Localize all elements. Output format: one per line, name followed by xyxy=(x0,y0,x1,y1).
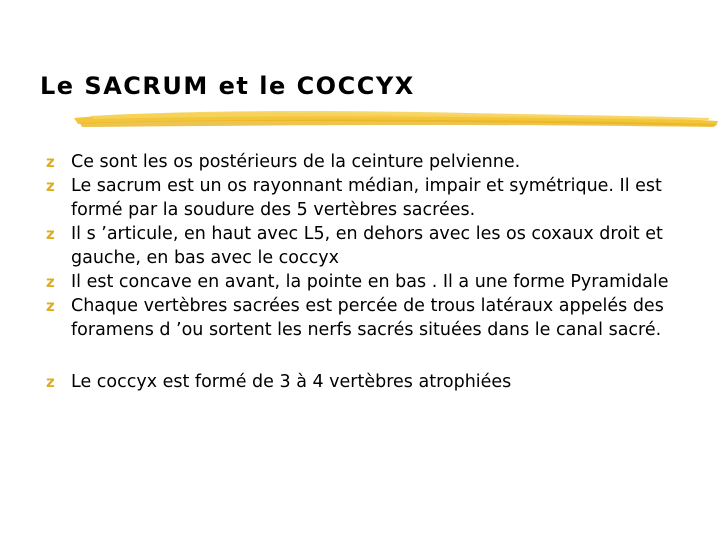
bullet-text: Ce sont les os postérieurs de la ceinture pelvienne. xyxy=(71,152,521,172)
z-glyph-icon: z xyxy=(46,297,55,315)
z-glyph-icon: z xyxy=(46,153,55,171)
bullet-item xyxy=(46,294,706,342)
z-glyph-icon: z xyxy=(46,225,55,243)
slide-title: Le SACRUM et le COCCYX xyxy=(40,72,415,100)
title-underline-brush-stroke xyxy=(70,104,720,130)
bullet-text: Le sacrum est un os rayonnant médian, impair et symétrique. Il est formé par la soudure des 5 vertèbres sacrées. xyxy=(71,176,662,220)
bullet-item xyxy=(46,270,706,294)
bullet-text: Il est concave en avant, la pointe en bas . Il a une forme Pyramidale xyxy=(71,272,669,292)
bullet-text: Le coccyx est formé de 3 à 4 vertèbres atrophiées xyxy=(71,372,512,392)
z-glyph-icon: z xyxy=(46,177,55,195)
bullet-item xyxy=(46,174,706,222)
bullet-list xyxy=(46,150,706,394)
bullet-item xyxy=(46,370,706,394)
bullet-item xyxy=(46,222,706,270)
bullet-text: Chaque vertèbres sacrées est percée de trous latéraux appelés des foramens d ’ou sortent les nerfs sacrés situées dans le canal sacré. xyxy=(71,296,664,340)
z-glyph-icon: z xyxy=(46,373,55,391)
bullet-text: Il s ’articule, en haut avec L5, en dehors avec les os coxaux droit et gauche, en bas avec le coccyx xyxy=(71,224,663,268)
z-glyph-icon: z xyxy=(46,273,55,291)
bullet-item xyxy=(46,150,706,174)
